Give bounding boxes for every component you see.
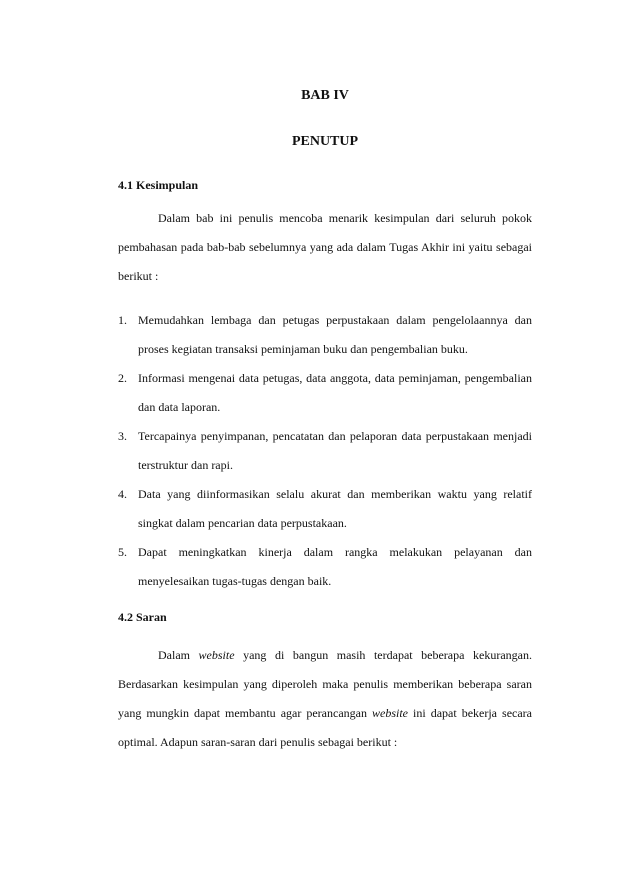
saran-text-part3: ini dapat bekerja secara optimal. Adapun saran-saran dari penulis sebagai berikut :	[118, 706, 532, 749]
list-item-text: Tercapainya penyimpanan, pencatatan dan pelaporan data perpustakaan menjadi terstruktur dan rapi.	[138, 429, 532, 472]
kesimpulan-intro-text: Dalam bab ini penulis mencoba menarik kesimpulan dari seluruh pokok pembahasan pada bab-bab sebelumnya yang ada dalam Tugas Akhir ini yaitu sebagai berikut :	[118, 211, 532, 283]
list-item	[118, 306, 532, 364]
section-heading-saran: 4.2 Saran	[118, 610, 167, 624]
list-item	[118, 538, 532, 596]
chapter-number: BAB IV	[301, 88, 349, 103]
list-item-text: Dapat meningkatkan kinerja dalam rangka melakukan pelayanan dan menyelesaikan tugas-tugas dengan baik.	[138, 545, 532, 588]
section-heading-kesimpulan: 4.1 Kesimpulan	[118, 178, 199, 192]
list-item	[118, 480, 532, 538]
saran-text-part2: yang di bangun masih terdapat beberapa kekurangan. Berdasarkan kesimpulan yang diperoleh maka penulis memberikan beberapa saran yang mungkin dapat membantu agar perancangan	[118, 648, 532, 720]
chapter-title: PENUTUP	[291, 134, 359, 149]
list-item-number: 4.	[118, 487, 127, 501]
list-item-text: Informasi mengenai data petugas, data anggota, data peminjaman, pengembalian dan data laporan.	[138, 371, 532, 414]
saran-website-term: website	[372, 706, 408, 720]
list-item-number: 5.	[118, 545, 127, 559]
list-item	[118, 422, 532, 480]
saran-website-term: website	[198, 648, 235, 662]
list-item-text: Data yang diinformasikan selalu akurat dan memberikan waktu yang relatif singkat dalam pencarian data perpustakaan.	[138, 487, 532, 530]
list-item-number: 2.	[118, 371, 127, 385]
list-item-number: 1.	[118, 313, 127, 327]
kesimpulan-list	[118, 306, 532, 596]
list-item-number: 3.	[118, 429, 127, 443]
kesimpulan-intro-paragraph	[118, 204, 532, 291]
saran-paragraph	[118, 641, 532, 757]
list-item-text: Memudahkan lembaga dan petugas perpustakaan dalam pengelolaannya dan proses kegiatan transaksi peminjaman buku dan pengembalian buku.	[138, 313, 532, 356]
list-item	[118, 364, 532, 422]
saran-text-part1: Dalam	[158, 648, 199, 662]
